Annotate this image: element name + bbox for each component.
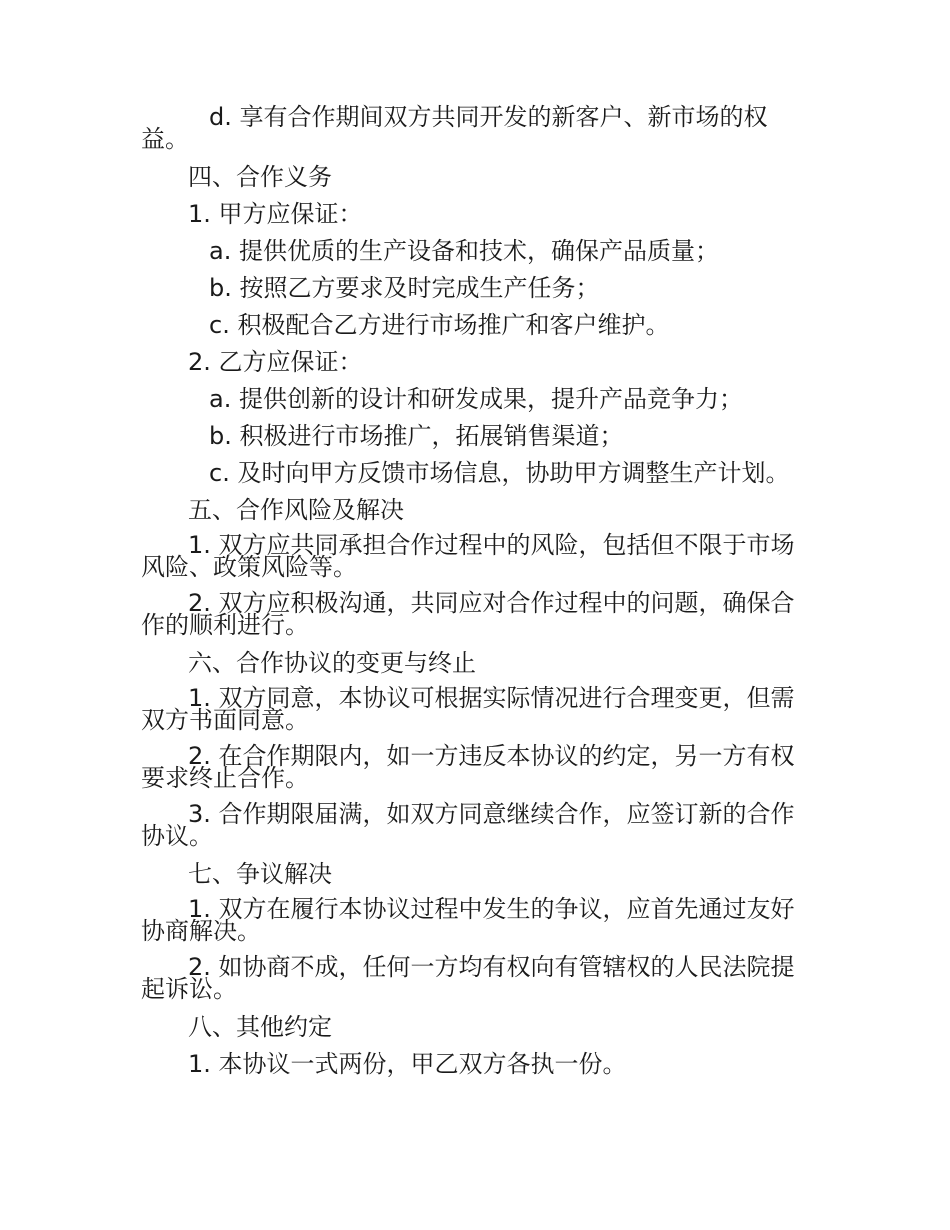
section-heading-risks: 五、合作风险及解决 — [188, 496, 404, 524]
document-body — [141, 103, 811, 1088]
clause-party-a-item-a: a. 提供优质的生产设备和技术，确保产品质量； — [209, 237, 719, 265]
section-heading-change-termination: 六、合作协议的变更与终止 — [188, 649, 476, 677]
clause-change-2: 2. 在合作期限内，如一方违反本协议的约定，另一方有权要求终止合作。 — [141, 742, 795, 792]
clause-dispute-2: 2. 如协商不成，任何一方均有权向有管辖权的人民法院提起诉讼。 — [141, 953, 795, 1003]
clause-other-1: 1. 本协议一式两份，甲乙双方各执一份。 — [188, 1050, 627, 1078]
clause-risk-2: 2. 双方应积极沟通，共同应对合作过程中的问题，确保合作的顺利进行。 — [141, 589, 795, 639]
clause-risk-1: 1. 双方应共同承担合作过程中的风险，包括但不限于市场风险、政策风险等。 — [141, 531, 795, 581]
section-heading-disputes: 七、争议解决 — [188, 860, 332, 888]
clause-party-a-guarantee: 1. 甲方应保证： — [188, 200, 363, 228]
clause-dispute-1: 1. 双方在履行本协议过程中发生的争议，应首先通过友好协商解决。 — [141, 895, 795, 945]
clause-party-b-guarantee: 2. 乙方应保证： — [188, 348, 363, 376]
paragraph-rights-d: d. 享有合作期间双方共同开发的新客户、新市场的权益。 — [141, 103, 768, 153]
clause-party-a-item-c: c. 积极配合乙方进行市场推广和客户维护。 — [209, 311, 670, 339]
section-heading-other: 八、其他约定 — [188, 1013, 332, 1041]
clause-party-b-item-b: b. 积极进行市场推广，拓展销售渠道； — [209, 422, 624, 450]
clause-party-b-item-a: a. 提供创新的设计和研发成果，提升产品竞争力； — [209, 385, 743, 413]
clause-change-3: 3. 合作期限届满，如双方同意继续合作，应签订新的合作协议。 — [141, 800, 795, 850]
clause-party-a-item-b: b. 按照乙方要求及时完成生产任务； — [209, 274, 600, 302]
clause-party-b-item-c: c. 及时向甲方反馈市场信息，协助甲方调整生产计划。 — [209, 459, 790, 487]
clause-change-1: 1. 双方同意，本协议可根据实际情况进行合理变更，但需双方书面同意。 — [141, 684, 795, 734]
section-heading-obligations: 四、合作义务 — [188, 163, 332, 191]
